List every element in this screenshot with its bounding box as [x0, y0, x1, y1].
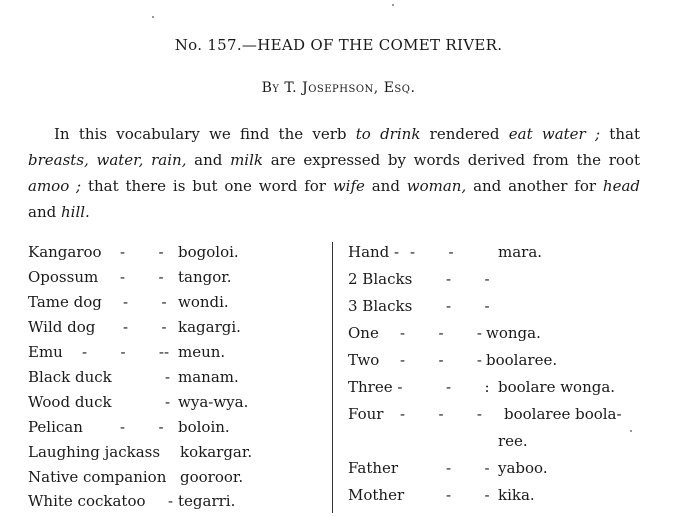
leader-dashes: - -	[446, 459, 490, 477]
vocab-row	[28, 318, 328, 343]
english-word: Emu	[28, 343, 63, 361]
intro-italic: woman,	[406, 177, 467, 195]
english-word: Mother	[348, 486, 405, 504]
native-word: ree.	[498, 432, 528, 450]
print-speck	[630, 430, 632, 432]
author-line: By T. Josephson, Esq.	[261, 80, 416, 96]
english-word: 2 Blacks	[348, 270, 413, 288]
english-word: One	[348, 324, 379, 342]
intro-text: In this vocabulary we find the verb	[54, 125, 356, 143]
english-word: Hand -	[348, 243, 400, 261]
vocab-column-right	[348, 243, 648, 513]
leader-dashes: -	[168, 492, 174, 510]
vocab-column-left	[28, 243, 328, 517]
native-word: kokargar.	[180, 443, 253, 461]
native-word: boloin.	[178, 418, 230, 436]
english-word: Kangaroo	[28, 243, 102, 261]
leader-dashes: - -	[446, 270, 490, 288]
leader-dashes: - - --	[82, 343, 170, 361]
intro-italic: wife	[332, 177, 365, 195]
english-word: Father	[348, 459, 399, 477]
leader-dashes: - -	[410, 243, 454, 261]
leader-dashes: -	[165, 368, 171, 386]
vocab-row	[28, 293, 328, 318]
intro-text: and	[364, 177, 407, 195]
native-word: tangor.	[178, 268, 232, 286]
native-word: boolaree.	[486, 351, 558, 369]
vocab-row	[28, 343, 328, 368]
native-word: boolare wonga.	[498, 378, 616, 396]
vocab-row	[28, 492, 328, 517]
native-word: meun.	[178, 343, 226, 361]
vocab-row	[348, 243, 648, 270]
print-speck	[392, 4, 394, 6]
native-word: kika.	[498, 486, 535, 504]
vocab-row	[348, 432, 648, 459]
author-name: T. Josephson	[284, 80, 374, 96]
intro-italic: amoo ;	[28, 177, 82, 195]
vocab-row	[28, 468, 328, 492]
leader-dashes: - -	[446, 297, 490, 315]
english-word: White cockatoo	[28, 492, 146, 510]
vocab-row	[348, 270, 648, 297]
intro-italic: to drink	[355, 125, 421, 143]
intro-italic: breasts, water, rain,	[28, 151, 187, 169]
english-word: Wood duck	[28, 393, 112, 411]
english-word: Black duck	[28, 368, 112, 386]
vocab-row	[28, 443, 328, 468]
native-word: wya-wya.	[178, 393, 249, 411]
native-word: wondi.	[178, 293, 229, 311]
vocab-row	[348, 378, 648, 405]
native-word: wonga.	[486, 324, 541, 342]
english-word: Pelican	[28, 418, 83, 436]
intro-text: and	[28, 203, 61, 221]
vocab-row	[28, 393, 328, 418]
leader-dashes: - -	[446, 486, 490, 504]
intro-text: are expressed by words derived from the root	[263, 151, 640, 169]
leader-dashes: - -	[123, 318, 167, 336]
english-word: Wild dog	[28, 318, 96, 336]
print-speck	[152, 16, 154, 18]
leader-dashes: - -	[120, 243, 164, 261]
native-word: tegarri.	[178, 492, 236, 510]
author-prefix: By	[261, 80, 280, 96]
vocab-row	[28, 243, 328, 268]
intro-italic: head	[602, 177, 640, 195]
leader-dashes: - - -	[400, 324, 482, 342]
column-divider	[332, 242, 333, 513]
leader-dashes: - -	[120, 418, 164, 436]
intro-text: that	[600, 125, 640, 143]
leader-dashes: - - -	[400, 405, 482, 423]
native-word: boolaree boola-	[504, 405, 622, 423]
vocab-row	[348, 459, 648, 486]
english-word: Three -	[348, 378, 403, 396]
vocab-row	[28, 368, 328, 393]
intro-text: rendered	[420, 125, 509, 143]
vocab-row	[28, 268, 328, 293]
intro-text: that there is but one word for	[81, 177, 333, 195]
vocab-row	[348, 405, 648, 432]
english-word: 3 Blacks	[348, 297, 413, 315]
leader-dashes: - :	[446, 378, 490, 396]
intro-italic: hill.	[60, 203, 90, 221]
leader-dashes: -	[165, 393, 171, 411]
english-word: Native companion	[28, 468, 167, 486]
native-word: gooroor.	[180, 468, 244, 486]
vocab-row	[348, 486, 648, 513]
intro-italic: eat water ;	[508, 125, 601, 143]
vocab-row	[28, 418, 328, 443]
vocab-row	[348, 297, 648, 324]
vocab-row	[348, 351, 648, 378]
native-word: yaboo.	[498, 459, 548, 477]
page-title: No. 157.—HEAD OF THE COMET RIVER.	[174, 36, 503, 54]
english-word: Four	[348, 405, 384, 423]
leader-dashes: - -	[120, 268, 164, 286]
english-word: Laughing jackass	[28, 443, 161, 461]
intro-text: and	[186, 151, 231, 169]
intro-italic: milk	[230, 151, 263, 169]
english-word: Tame dog	[28, 293, 102, 311]
native-word: kagargi.	[178, 318, 241, 336]
native-word: mara.	[498, 243, 543, 261]
leader-dashes: - -	[123, 293, 167, 311]
leader-dashes: - - -	[400, 351, 482, 369]
english-word: Two	[348, 351, 380, 369]
intro-text: and another for	[466, 177, 603, 195]
native-word: bogoloi.	[178, 243, 239, 261]
intro-paragraph	[28, 121, 640, 225]
author-suffix: Esq.	[383, 80, 416, 96]
vocab-row	[348, 324, 648, 351]
english-word: Opossum	[28, 268, 99, 286]
native-word: manam.	[178, 368, 239, 386]
